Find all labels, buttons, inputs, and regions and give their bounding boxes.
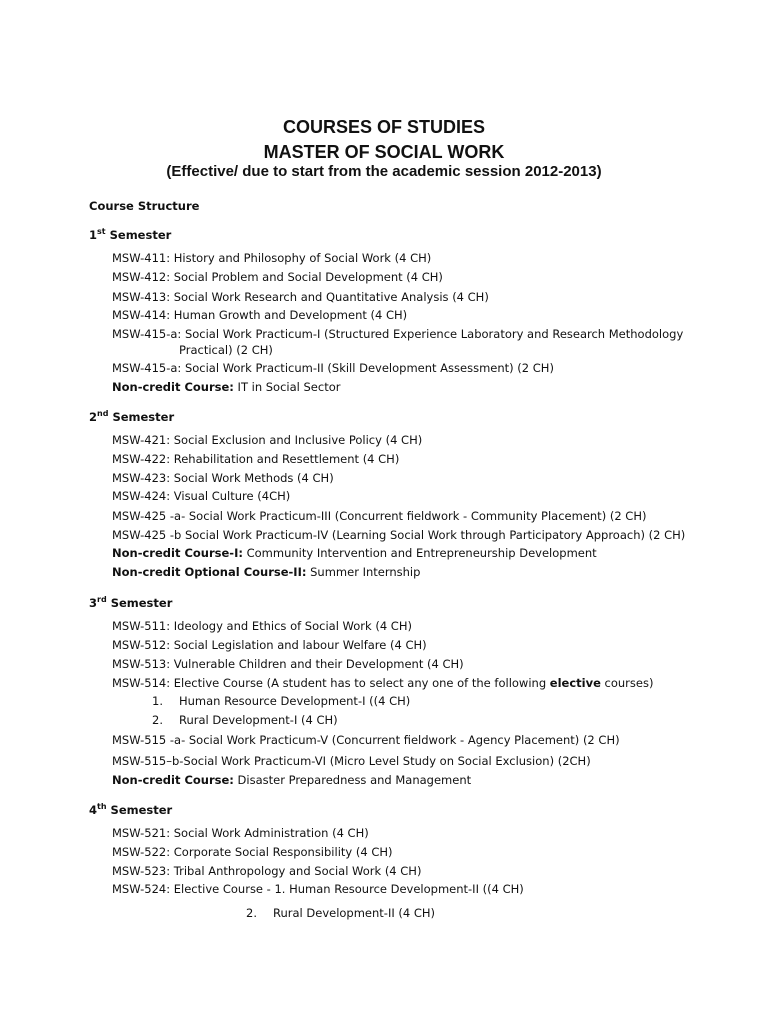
course-msw-523: MSW-523: Tribal Anthropology and Social Work (4 CH) [112, 864, 422, 878]
course-msw-411: MSW-411: History and Philosophy of Social Work (4 CH) [112, 251, 432, 265]
semester-3-heading: 3rd Semester [89, 595, 173, 610]
course-msw-515-a: MSW-515 -a- Social Work Practicum-V (Concurrent fieldwork - Agency Placement) (2 CH) [112, 733, 620, 747]
course-msw-412: MSW-412: Social Problem and Social Development (4 CH) [112, 270, 443, 284]
course-structure-heading: Course Structure [89, 199, 200, 213]
semester-1-heading: 1st Semester [89, 227, 172, 242]
course-msw-524: MSW-524: Elective Course - 1. Human Resource Development-II ((4 CH) [112, 882, 524, 896]
course-msw-425-b: MSW-425 -b Social Work Practicum-IV (Learning Social Work through Participatory Approach) (2 CH) [112, 528, 686, 542]
course-msw-413: MSW-413: Social Work Research and Quantitative Analysis (4 CH) [112, 290, 489, 304]
course-msw-414: MSW-414: Human Growth and Development (4 CH) [112, 308, 408, 322]
course-msw-422: MSW-422: Rehabilitation and Resettlement (4 CH) [112, 452, 400, 466]
course-msw-415-a-continuation: Practical) (2 CH) [179, 343, 273, 357]
course-msw-514: MSW-514: Elective Course (A student has to select any one of the following elective courses) [112, 676, 654, 690]
course-msw-421: MSW-421: Social Exclusion and Inclusive Policy (4 CH) [112, 433, 423, 447]
document-title: COURSES OF STUDIES [282, 117, 486, 137]
semester-2-heading: 2nd Semester [89, 409, 175, 424]
elective-option-1-sem3: 1. Human Resource Development-I ((4 CH) [152, 694, 411, 708]
elective-option-2-sem3: 2. Rural Development-I (4 CH) [152, 713, 338, 727]
semester-4-heading: 4th Semester [89, 802, 173, 817]
course-msw-511: MSW-511: Ideology and Ethics of Social Work (4 CH) [112, 619, 412, 633]
course-msw-522: MSW-522: Corporate Social Responsibility (4 CH) [112, 845, 393, 859]
course-msw-424: MSW-424: Visual Culture (4CH) [112, 489, 291, 503]
effective-session: (Effective/ due to start from the academic session 2012-2013) [166, 163, 602, 180]
course-msw-415-a: MSW-415-a: Social Work Practicum-I (Structured Experience Laboratory and Research Methodology [112, 327, 684, 341]
course-msw-512: MSW-512: Social Legislation and labour Welfare (4 CH) [112, 638, 427, 652]
course-msw-513: MSW-513: Vulnerable Children and their Development (4 CH) [112, 657, 464, 671]
noncredit-course-sem3: Non-credit Course: Disaster Preparedness and Management [112, 773, 472, 787]
noncredit-course-sem1: Non-credit Course: IT in Social Sector [112, 380, 341, 394]
course-msw-423: MSW-423: Social Work Methods (4 CH) [112, 471, 334, 485]
elective-option-2-sem4: 2. Rural Development-II (4 CH) [246, 906, 436, 920]
program-title: MASTER OF SOCIAL WORK [263, 142, 505, 162]
course-msw-415-a-practicum-ii: MSW-415-a: Social Work Practicum-II (Skill Development Assessment) (2 CH) [112, 361, 554, 375]
course-msw-515-b: MSW-515–b-Social Work Practicum-VI (Micro Level Study on Social Exclusion) (2CH) [112, 754, 591, 768]
course-msw-521: MSW-521: Social Work Administration (4 CH) [112, 826, 369, 840]
noncredit-optional-course-ii-sem2: Non-credit Optional Course-II: Summer Internship [112, 565, 421, 579]
noncredit-course-i-sem2: Non-credit Course-I: Community Intervention and Entrepreneurship Development [112, 546, 597, 560]
course-msw-425-a: MSW-425 -a- Social Work Practicum-III (Concurrent fieldwork - Community Placement) (2 CH) [112, 509, 647, 523]
